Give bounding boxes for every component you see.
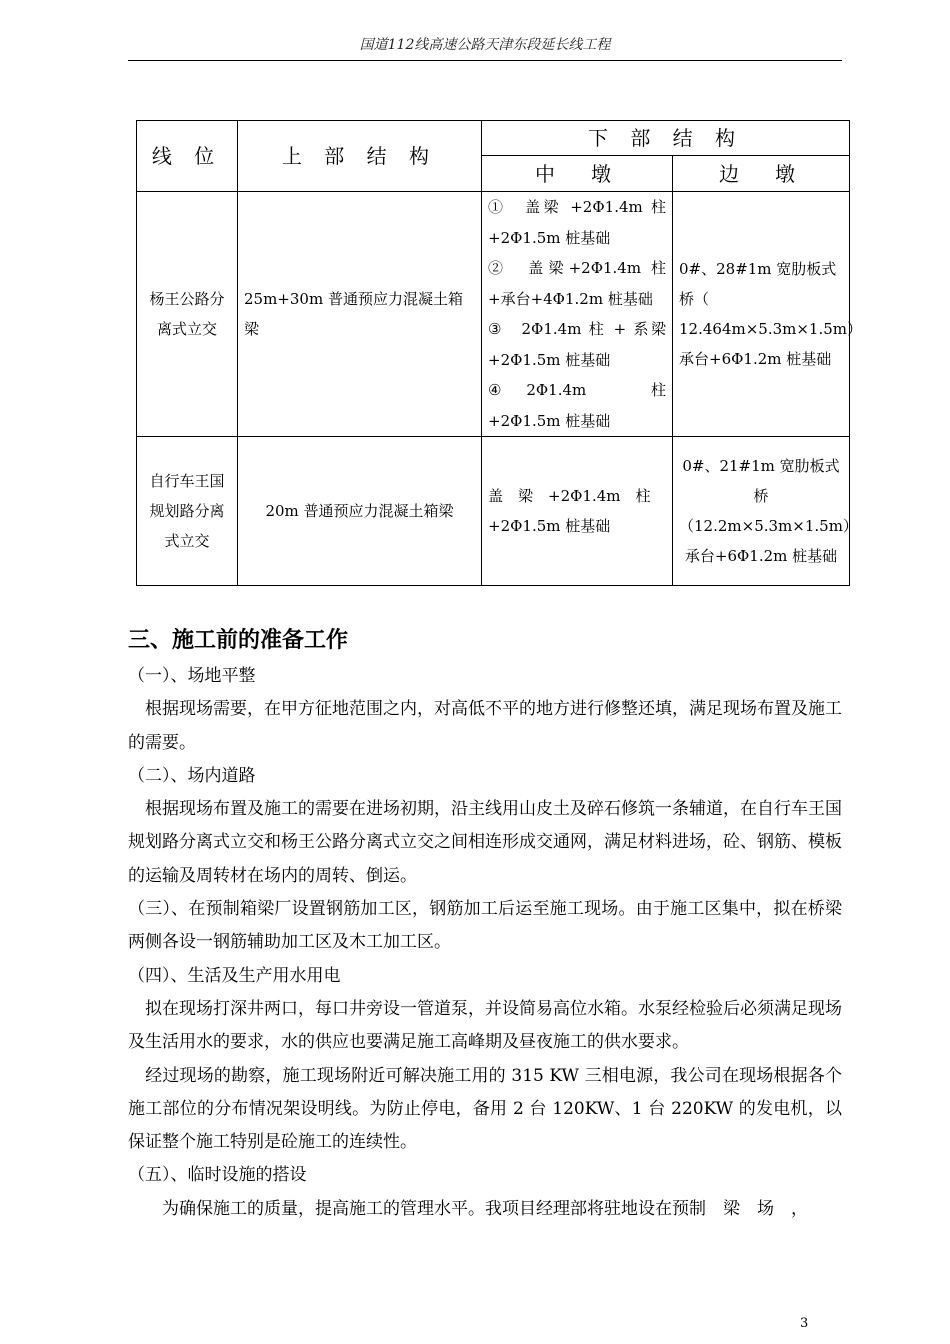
header-position: 线 位: [137, 121, 238, 192]
paragraph: （四）、生活及生产用水用电: [128, 965, 341, 986]
paragraph: 根据现场布置及施工的需要在进场初期，沿主线用山皮土及碎石修筑一条辅道，在自行车王国规划路分离式立交和杨王公路分离式立交之间相连形成交通网，满足材料进场，砼、钢筋、模板的运输及周转材在场内的周转、倒运。: [128, 799, 842, 886]
page-header: 国道112线高速公路天津东段延长线工程: [359, 37, 611, 53]
structure-table: [136, 120, 863, 586]
paragraph: 根据现场需要，在甲方征地范围之内，对高低不平的地方进行修整还填，满足现场布置及施工的需要。: [128, 699, 842, 753]
paragraph: 为确保施工的质量，提高施工的管理水平。我项目经理部将驻地设在预制 梁 场 ，: [128, 1198, 808, 1219]
paragraph: （一）、场地平整: [128, 666, 256, 686]
list-item: ② 盖梁+2Φ1.4m 柱+承台+4Φ1.2m 桩基础: [488, 259, 666, 308]
row-side: 0#、28#1m 宽肋板式桥（ 12.464m×5.3m×1.5m）承台+6Φ1.2m 桩基础: [673, 192, 850, 437]
header-side-pier: 边 墩: [673, 156, 850, 192]
row-position: 自行车王国规划路分离式立交: [137, 437, 238, 586]
paragraph: 拟在现场打深井两口，每口井旁设一管道泵，并设简易高位水箱。水泵经检验后必须满足现场及生活用水的要求，水的供应也要满足施工高峰期及昼夜施工的供水要求。: [128, 998, 842, 1053]
list-item: ③ 2Φ1.4m 柱 + 系梁 +2Φ1.5m 桩基础: [488, 320, 666, 369]
row-middle: 盖 梁 +2Φ1.4m 柱 +2Φ1.5m 桩基础: [482, 437, 673, 586]
table-row: [137, 192, 850, 437]
section-title: 三、施工前的准备工作: [128, 627, 349, 653]
row-upper: 20m 普通预应力混凝土箱梁: [238, 437, 482, 586]
paragraph: （五）、临时设施的搭设: [128, 1165, 307, 1186]
paragraph: （三）、在预制箱梁厂设置钢筋加工区，钢筋加工后运至施工现场。由于施工区集中，拟在桥梁两侧各设一钢筋辅助加工区及木工加工区。: [128, 899, 842, 953]
row-position: 杨王公路分离式立交: [137, 192, 238, 437]
header-divider: [128, 60, 842, 61]
row-middle: [482, 192, 673, 437]
paragraph: （二）、场内道路: [128, 765, 256, 786]
table-row: [137, 437, 850, 586]
header-lower-structure: 下 部 结 构: [482, 121, 850, 156]
paragraph: 经过现场的勘察，施工现场附近可解决施工用的 315 KW 三相电源，我公司在现场根据各个施工部位的分布情况架设明线。为防止停电，备用 2 台 120KW、1 台 220KW 的发电机，以保证整个施工特别是砼施工的连续性。: [128, 1065, 842, 1153]
header-middle-pier: 中 墩: [482, 156, 673, 192]
row-upper: 25m+30m 普通预应力混凝土箱梁: [238, 192, 482, 437]
section-body: [128, 660, 842, 1226]
list-item: ④ 2Φ1.4m 柱 +2Φ1.5m 桩基础: [488, 381, 666, 430]
page-number: 3: [800, 1316, 809, 1331]
header-upper-structure: 上 部 结 构: [238, 121, 482, 192]
list-item: ① 盖梁 +2Φ1.4m 柱 +2Φ1.5m 桩基础: [488, 198, 666, 247]
row-side: 0#、21#1m 宽肋板式桥（12.2m×5.3m×1.5m）承台+6Φ1.2m 桩基础: [673, 437, 850, 586]
